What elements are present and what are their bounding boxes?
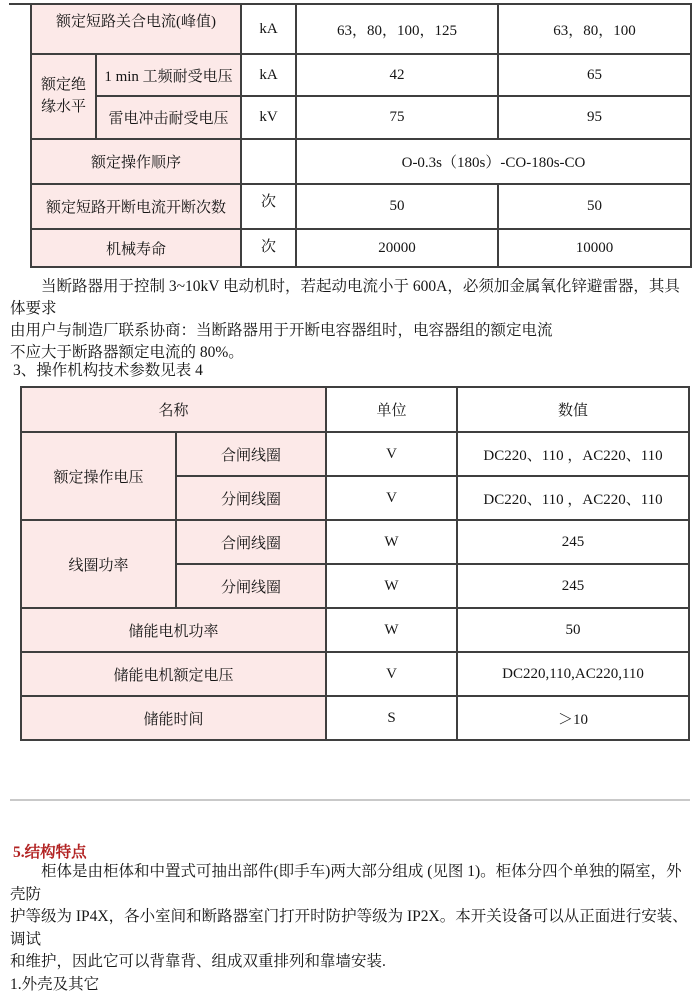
spec-cell-mech-life-v2: 10000 xyxy=(498,229,691,267)
section5-line: 和维护，因此它可以背靠背、组成双重排列和靠墙安装. xyxy=(10,951,696,974)
mech-cell-op-voltage-close-value: DC220、110 ，AC220、110 xyxy=(457,432,689,476)
spec-cell-breaking-ops-label: 额定短路开断电流开断次数 xyxy=(31,184,241,229)
mech-row-motor-voltage xyxy=(21,652,689,696)
mech-cell-coil-power-close-value: 245 xyxy=(457,520,689,564)
spec-table-section xyxy=(30,3,692,268)
mech-cell-motor-voltage-value: DC220,110,AC220,110 xyxy=(457,652,689,696)
mech-cell-op-voltage-open-unit: V xyxy=(326,476,457,520)
mech-cell-coil-power-open-unit: W xyxy=(326,564,457,608)
mech-cell-charge-time-value: ＞10 xyxy=(457,696,689,740)
section5-paragraph xyxy=(10,861,696,996)
section3-heading: 3、操作机构技术参数见表 4 xyxy=(13,358,203,380)
spec-cell-peak-current-v2: 63，80，100 xyxy=(498,4,691,54)
spec-cell-power-freq-label: 1 min 工频耐受电压 xyxy=(96,54,241,96)
spec-cell-mech-life-v1: 20000 xyxy=(296,229,498,267)
mech-cell-coil-power-close-unit: W xyxy=(326,520,457,564)
mech-header-name: 名称 xyxy=(21,387,326,432)
spec-cell-mech-life-unit: 次 xyxy=(241,229,296,267)
spec-cell-power-freq-v2: 65 xyxy=(498,54,691,96)
note-line: 不应大于断路器额定电流的 80%。 xyxy=(10,342,694,364)
section5-line: 护等级为 IP4X，各小室间和断路器室门打开时防护等级为 IP2X。本开关设备可以从正面进行安装、调试 xyxy=(10,906,696,951)
mech-cell-motor-power-unit: W xyxy=(326,608,457,652)
spec-cell-breaking-ops-v1: 50 xyxy=(296,184,498,229)
mech-table-section xyxy=(20,386,690,741)
mech-row-op-voltage-close xyxy=(21,432,689,476)
section5-line: 柜体是由柜体和中置式可抽出部件(即手车)两大部分组成 (见图 1)。柜体分四个单独的隔室，外壳防 xyxy=(10,861,696,906)
note-line: 由用户与制造厂联系协商：当断路器用于开断电容器组时，电容器组的额定电流 xyxy=(10,320,694,342)
mech-cell-coil-power-group: 线圈功率 xyxy=(21,520,176,608)
mech-cell-coil-power-open-label: 分闸线圈 xyxy=(176,564,326,608)
spec-cell-insulation-group xyxy=(31,54,96,139)
note-line: 当断路器用于控制 3~10kV 电动机时，若起动电流小于 600A，必须加金属氧化锌避雷器，其具体要求 xyxy=(10,276,694,320)
spec-row-breaking-ops xyxy=(31,184,691,229)
mech-cell-coil-power-open-value: 245 xyxy=(457,564,689,608)
mech-row-motor-power xyxy=(21,608,689,652)
spec-cell-impulse-v2: 95 xyxy=(498,96,691,139)
mech-row-charge-time xyxy=(21,696,689,740)
spec-row-mech-life xyxy=(31,229,691,267)
spec-cell-peak-current-unit: kA xyxy=(241,4,296,54)
mech-cell-op-voltage-open-value: DC220、110 ，AC220、110 xyxy=(457,476,689,520)
spec-row-power-freq xyxy=(31,54,691,96)
mech-header-value: 数值 xyxy=(457,387,689,432)
mech-cell-coil-power-close-label: 合闸线圈 xyxy=(176,520,326,564)
spec-cell-breaking-ops-v2: 50 xyxy=(498,184,691,229)
insulation-group-label: 额定绝缘水平 xyxy=(40,75,88,119)
mech-cell-motor-voltage-unit: V xyxy=(326,652,457,696)
section5-heading: 5.结构特点 xyxy=(13,840,87,862)
note-paragraph xyxy=(10,276,694,364)
spec-cell-impulse-v1: 75 xyxy=(296,96,498,139)
spec-row-peak-current xyxy=(31,4,691,54)
mech-cell-op-voltage-group: 额定操作电压 xyxy=(21,432,176,520)
spec-row-op-sequence xyxy=(31,139,691,184)
spec-cell-impulse-label: 雷电冲击耐受电压 xyxy=(96,96,241,139)
spec-row-impulse xyxy=(31,96,691,139)
spec-cell-power-freq-unit: kA xyxy=(241,54,296,96)
spec-cell-op-sequence-value: O-0.3s（180s）-CO-180s-CO xyxy=(296,139,691,184)
mech-cell-motor-voltage-label: 储能电机额定电压 xyxy=(21,652,326,696)
section-divider xyxy=(10,799,690,801)
spec-table xyxy=(30,3,692,268)
mech-cell-motor-power-label: 储能电机功率 xyxy=(21,608,326,652)
mech-header-row xyxy=(21,387,689,432)
spec-cell-breaking-ops-unit: 次 xyxy=(241,184,296,229)
mech-cell-op-voltage-open-label: 分闸线圈 xyxy=(176,476,326,520)
spec-cell-peak-current-label: 额定短路关合电流(峰值) xyxy=(31,4,241,54)
mech-cell-op-voltage-close-label: 合闸线圈 xyxy=(176,432,326,476)
mech-row-coil-power-close xyxy=(21,520,689,564)
mech-header-unit: 单位 xyxy=(326,387,457,432)
mech-cell-charge-time-label: 储能时间 xyxy=(21,696,326,740)
mech-table xyxy=(20,386,690,741)
spec-cell-impulse-unit: kV xyxy=(241,96,296,139)
spec-cell-mech-life-label: 机械寿命 xyxy=(31,229,241,267)
mech-cell-op-voltage-close-unit: V xyxy=(326,432,457,476)
spec-cell-peak-current-v1: 63，80，100，125 xyxy=(296,4,498,54)
mech-cell-charge-time-unit: S xyxy=(326,696,457,740)
section5-subheading: 1.外壳及其它 xyxy=(10,974,696,996)
mech-cell-motor-power-value: 50 xyxy=(457,608,689,652)
spec-cell-power-freq-v1: 42 xyxy=(296,54,498,96)
spec-cell-op-sequence-unit xyxy=(241,139,296,184)
table-top-border-stub xyxy=(9,3,32,5)
spec-cell-op-sequence-label: 额定操作顺序 xyxy=(31,139,241,184)
